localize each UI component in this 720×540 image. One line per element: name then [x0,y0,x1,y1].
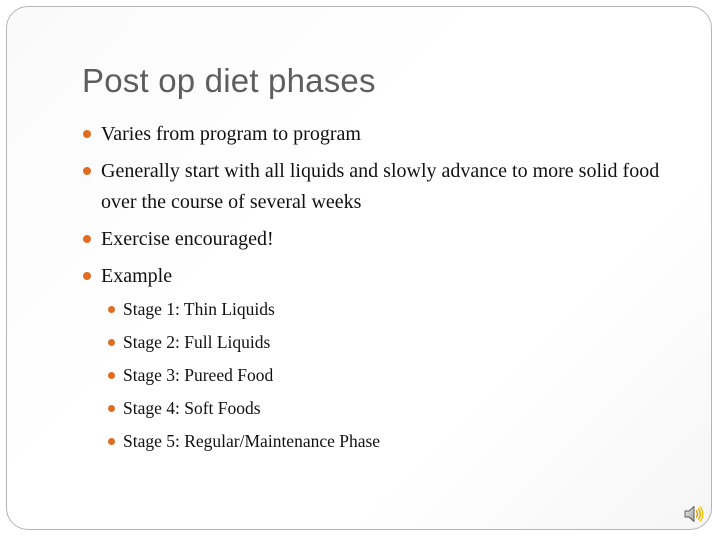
sub-bullet-text: Stage 5: Regular/Maintenance Phase [123,431,381,451]
sub-bullet-item [101,362,672,389]
bullet-text: Example [101,265,173,287]
sub-bullet-item [101,329,672,356]
bullet-dot-icon [108,438,115,445]
slide-title: Post op diet phases [82,62,376,99]
bullet-dot-icon [108,339,115,346]
bullet-dot-icon [83,235,91,243]
sub-bullet-list [101,296,672,455]
bullet-dot-icon [108,306,115,313]
bullet-item [82,119,672,150]
bullet-item [82,156,672,218]
sub-bullet-text: Stage 1: Thin Liquids [123,299,275,319]
sub-bullet-item [101,296,672,323]
sub-bullet-text: Stage 3: Pureed Food [123,365,274,385]
bullet-item [82,224,672,255]
bullet-text: Generally start with all liquids and slowly advance to more solid food over the course of several weeks [101,160,660,213]
bullet-dot-icon [83,130,91,138]
bullet-text: Exercise encouraged! [101,228,274,250]
bullet-dot-icon [108,405,115,412]
speaker-icon-graphic [683,503,705,525]
sub-bullet-text: Stage 4: Soft Foods [123,398,261,418]
sub-bullet-text: Stage 2: Full Liquids [123,332,271,352]
bullet-dot-icon [83,167,91,175]
speaker-icon[interactable] [683,503,705,525]
sub-bullet-item [101,395,672,422]
sub-bullet-item [101,428,672,455]
bullet-dot-icon [83,272,91,280]
bullet-list [82,119,672,461]
bullet-text: Varies from program to program [101,123,361,145]
bullet-dot-icon [108,372,115,379]
bullet-item [82,261,672,455]
